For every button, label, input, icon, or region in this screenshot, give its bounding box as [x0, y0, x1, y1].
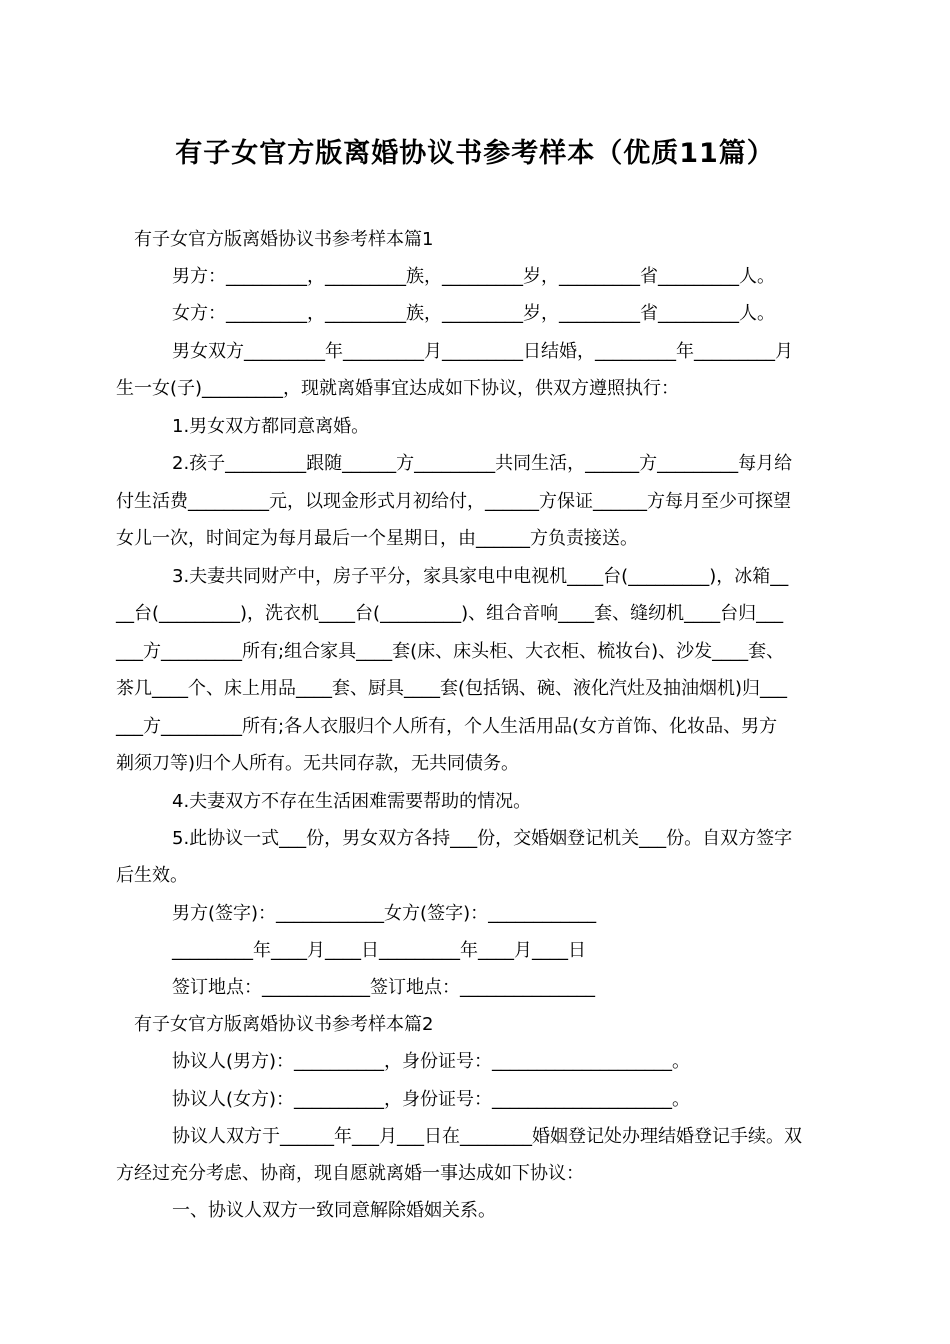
text-line: 一、协议人双方一致同意解除婚姻关系。 — [172, 1200, 496, 1221]
text-line: 协议人(男方)：__________，身份证号：____________________。 — [172, 1051, 691, 1072]
text-line: 剃须刀等)归个人所有。无共同存款，无共同债务。 — [116, 753, 520, 774]
text-line: 协议人(女方)：__________，身份证号：____________________。 — [172, 1089, 691, 1110]
text-line: 方经过充分考虑、协商，现自愿就离婚一事达成如下协议： — [116, 1163, 584, 1184]
text-line: 1.男女双方都同意离婚。 — [172, 416, 370, 437]
text-line: 5.此协议一式___份，男女双方各持___份，交婚姻登记机关___份。自双方签字 — [172, 828, 793, 849]
text-line: 2.孩子_________跟随______方_________共同生活，______方_________每月给 — [172, 453, 793, 474]
text-line: 有子女官方版离婚协议书参考样本篇2 — [134, 1014, 434, 1035]
text-line: 茶几____个、床上用品____套、厨具____套(包括锅、碗、液化汽灶及抽油烟机)归___ — [116, 678, 788, 699]
text-line: ___方_________所有;各人衣服归个人所有，个人生活用品(女方首饰、化妆品、男方 — [116, 716, 778, 737]
text-line: 3.夫妻共同财产中，房子平分，家具家电中电视机____台(_________)，冰箱__ — [172, 566, 789, 587]
text-line: ___方_________所有;组合家具____套(床、床头柜、大衣柜、梳妆台)、沙发____套、 — [116, 641, 785, 662]
text-line: 签订地点：____________签订地点：_______________ — [172, 977, 595, 998]
text-line: 4.夫妻双方不存在生活困难需要帮助的情况。 — [172, 791, 532, 812]
text-line: 付生活费_________元，以现金形式月初给付，______方保证______方每月至少可探望 — [116, 491, 791, 512]
text-line: 男女双方_________年_________月_________日结婚，_________年_________月 — [172, 341, 793, 362]
text-line: __台(_________)，洗衣机____台(_________)、组合音响____套、缝纫机____台归___ — [116, 603, 784, 624]
text-line: 男方：_________，_________族，_________岁，_________省_________人。 — [172, 266, 775, 287]
text-line: 协议人双方于______年___月___日在________婚姻登记处办理结婚登记手续。双 — [172, 1126, 802, 1147]
text-line: _________年____月____日_________年____月____日 — [172, 940, 586, 961]
text-line: 女儿一次，时间定为每月最后一个星期日，由______方负责接送。 — [116, 528, 638, 549]
text-line: 有子女官方版离婚协议书参考样本篇1 — [134, 229, 434, 250]
text-line: 女方：_________，_________族，_________岁，_________省_________人。 — [172, 303, 775, 324]
text-line: 男方(签字)：____________女方(签字)：____________ — [172, 903, 597, 924]
document-title: 有子女官方版离婚协议书参考样本（优质11篇） — [175, 138, 775, 169]
text-line: 生一女(子)_________，现就离婚事宜达成如下协议，供双方遵照执行： — [116, 378, 680, 399]
text-line: 后生效。 — [116, 865, 188, 886]
